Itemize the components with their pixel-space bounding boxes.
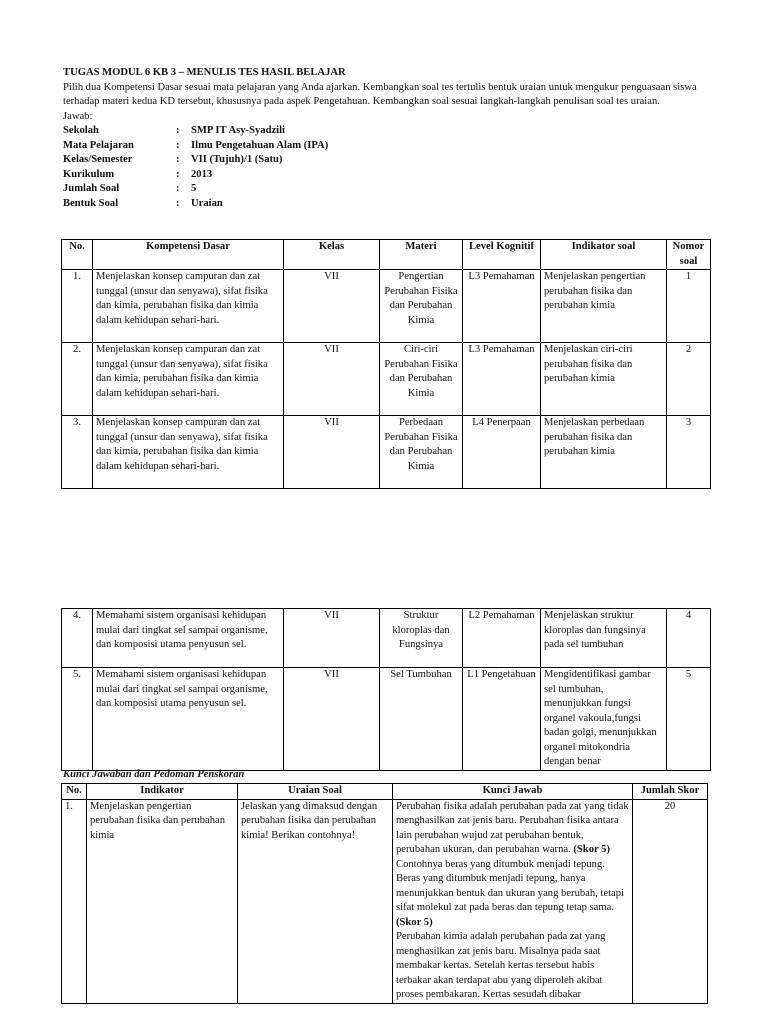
- row-nomor: 5: [667, 668, 711, 771]
- row-kelas: VII: [284, 343, 380, 416]
- info-label: Jumlah Soal: [63, 183, 120, 194]
- row-indikator: Menjelaskan ciri-ciri perubahan fisika dan perubahan kimia: [541, 343, 667, 416]
- row-no: 5.: [62, 668, 93, 771]
- row-no: 1.: [62, 799, 87, 1003]
- col-jumlah-skor: Jumlah Skor: [633, 784, 708, 800]
- info-colon: :: [176, 139, 180, 151]
- col-level-kognitif: Level Kognitif: [463, 240, 541, 270]
- assignment-instructions: Pilih dua Kompetensi Dasar sesuai mata pelajaran yang Anda ajarkan. Kembangkan soal tes tertulis bentuk uraian untuk mengukur penguasaan siswa terhadap materi kedua KD tersebut, khususnya pada aspek Pengetahuan. Kembangkan soal sesuai langkah-langkah penulisan soal tes uraian.: [63, 81, 697, 107]
- table-row: [62, 270, 711, 343]
- row-kelas: VII: [284, 668, 380, 771]
- col-materi: Materi: [380, 240, 463, 270]
- col-uraian-soal: Uraian Soal: [238, 784, 393, 800]
- info-row: [63, 139, 328, 154]
- info-label: Bentuk Soal: [63, 197, 119, 209]
- table-header-row: [62, 784, 708, 800]
- row-materi: Sel Tumbuhan: [380, 668, 463, 771]
- info-label: Mata Pelajaran: [63, 139, 134, 151]
- answer-paragraph: Perubahan fisika adalah perubahan pada zat yang tidak menghasilkan zat jenis baru. Perubahan fisika antara lain perubahan wujud zat perubahan bentuk, perubahan ukuran, dan perubahan warna.: [396, 800, 629, 855]
- answer-paragraph: [396, 858, 629, 931]
- table-row: [62, 343, 711, 416]
- row-indikator: Mengidentifikasi gambar sel tumbuhan, menunjukkan fungsi organel vakoula,fungsi badan golgi, menunjukkan organel mitokondria dengan benar: [541, 668, 667, 771]
- row-nomor: 2: [667, 343, 711, 416]
- row-indikator: Menjelaskan struktur kloroplas dan fungsinya pada sel tumbuhan: [541, 609, 667, 668]
- table-header-row: [62, 240, 711, 270]
- row-level: L3 Pemahaman: [463, 343, 541, 416]
- row-no: 3.: [62, 416, 93, 489]
- row-no: 4.: [62, 609, 93, 668]
- row-kelas: VII: [284, 416, 380, 489]
- row-kunci-jawab: [393, 799, 633, 1003]
- row-jumlah-skor: 20: [633, 799, 708, 1003]
- col-kelas: Kelas: [284, 240, 380, 270]
- info-label: Sekolah: [63, 125, 99, 136]
- row-no: 1.: [62, 270, 93, 343]
- info-row: [63, 168, 328, 183]
- col-no: No.: [62, 784, 87, 800]
- row-level: L2 Pemahaman: [463, 609, 541, 668]
- row-uraian-soal: Jelaskan yang dimaksud dengan perubahan fisika dan perubahan kimia! Berikan contohnya!: [238, 799, 393, 1003]
- answer-text: Contohnya beras yang ditumbuk menjadi tepung. Beras yang ditumbuk menjadi tepung, hanya menunjukkan bentuk dan ukuran yang berubah, tetapi sifat molekul zat pada beras dan tepung tetap sama.: [396, 858, 624, 913]
- row-kd: Menjelaskan konsep campuran dan zat tunggal (unsur dan senyawa), sifat fisika dan kimia, perubahan fisika dan kimia dalam kehidupan sehari-hari.: [93, 343, 284, 416]
- row-kd: Menjelaskan konsep campuran dan zat tunggal (unsur dan senyawa), sifat fisika dan kimia, perubahan fisika dan kimia dalam kehidupan sehari-hari.: [93, 416, 284, 489]
- info-row: [63, 197, 328, 212]
- info-row: [63, 124, 328, 139]
- col-indikator: Indikator: [87, 784, 238, 800]
- row-nomor: 1: [667, 270, 711, 343]
- info-value: VII (Tujuh)/1 (Satu): [191, 154, 283, 165]
- row-no: 2.: [62, 343, 93, 416]
- school-info: [63, 124, 328, 211]
- row-nomor: 4: [667, 609, 711, 668]
- row-kd: Memahami sistem organisasi kehidupan mulai dari tingkat sel sampai organisme, dan komposisi utama penyusun sel.: [93, 609, 284, 668]
- score-label: (Skor 5): [573, 844, 610, 855]
- info-value: SMP IT Asy-Syadzili: [191, 125, 285, 136]
- row-kd: Memahami sistem organisasi kehidupan mulai dari tingkat sel sampai organisme, dan komposisi utama penyusun sel.: [93, 668, 284, 771]
- row-level: L3 Pemahaman: [463, 270, 541, 343]
- row-materi: Struktur kloroplas dan Fungsinya: [380, 609, 463, 668]
- info-label: Kelas/Semester: [63, 154, 133, 165]
- col-no: No.: [62, 240, 93, 270]
- answer-key-heading: Kunci Jawaban dan Pedoman Penskoran: [63, 769, 245, 780]
- row-kd: Menjelaskan konsep campuran dan zat tunggal (unsur dan senyawa), sifat fisika dan kimia, perubahan fisika dan kimia dalam kehidupan sehari-hari.: [93, 270, 284, 343]
- row-indikator: Menjelaskan perbedaan perubahan fisika dan perubahan kimia: [541, 416, 667, 489]
- info-value: Uraian: [191, 197, 223, 209]
- info-colon: :: [176, 125, 180, 136]
- assignment-title: TUGAS MODUL 6 KB 3 – MENULIS TES HASIL BELAJAR: [63, 67, 346, 78]
- table-row: [62, 799, 708, 1003]
- col-indikator-soal: Indikator soal: [541, 240, 667, 270]
- row-materi: Perbedaan Perubahan Fisika dan Perubahan Kimia: [380, 416, 463, 489]
- info-value: 2013: [191, 168, 213, 180]
- row-indikator: Menjelaskan pengertian perubahan fisika dan perubahan kimia: [541, 270, 667, 343]
- info-label: Kurikulum: [63, 168, 115, 180]
- table-row: [62, 609, 711, 668]
- row-nomor: 3: [667, 416, 711, 489]
- row-materi: Ciri-ciri Perubahan Fisika dan Perubahan Kimia: [380, 343, 463, 416]
- info-colon: :: [176, 183, 180, 194]
- info-colon: :: [176, 197, 180, 209]
- col-kompetensi-dasar: Kompetensi Dasar: [93, 240, 284, 270]
- info-colon: :: [176, 168, 180, 180]
- row-kelas: VII: [284, 270, 380, 343]
- row-level: L4 Penerpaan: [463, 416, 541, 489]
- score-label: (Skor 5): [396, 916, 433, 928]
- answer-key-table: [61, 783, 708, 1004]
- info-colon: :: [176, 154, 180, 165]
- kisi-kisi-table-continued: [61, 608, 711, 771]
- info-row: [63, 153, 328, 168]
- info-row: [63, 182, 328, 197]
- row-materi: Pengertian Perubahan Fisika dan Perubahan Kimia: [380, 270, 463, 343]
- row-kelas: VII: [284, 609, 380, 668]
- document-header: [63, 66, 711, 211]
- col-kunci-jawab: Kunci Jawab: [393, 784, 633, 800]
- table-row: [62, 668, 711, 771]
- col-nomor-soal: Nomor soal: [667, 240, 711, 270]
- kisi-kisi-table: [61, 239, 711, 489]
- jawab-label: Jawab:: [63, 110, 93, 122]
- info-value: Ilmu Pengetahuan Alam (IPA): [191, 139, 329, 151]
- info-value: 5: [191, 183, 197, 194]
- answer-paragraph: Perubahan kimia adalah perubahan pada zat yang menghasilkan zat jenis baru. Misalnya pada saat membakar kertas. Setelah kertas tersebut habis terbakar akan terdapat abu yang diperoleh akibat proses pembakaran. Kertas sesudah dibakar: [396, 931, 606, 1000]
- row-level: L1 Pengetahuan: [463, 668, 541, 771]
- row-indikator: Menjelaskan pengertian perubahan fisika dan perubahan kimia: [87, 799, 238, 1003]
- table-row: [62, 416, 711, 489]
